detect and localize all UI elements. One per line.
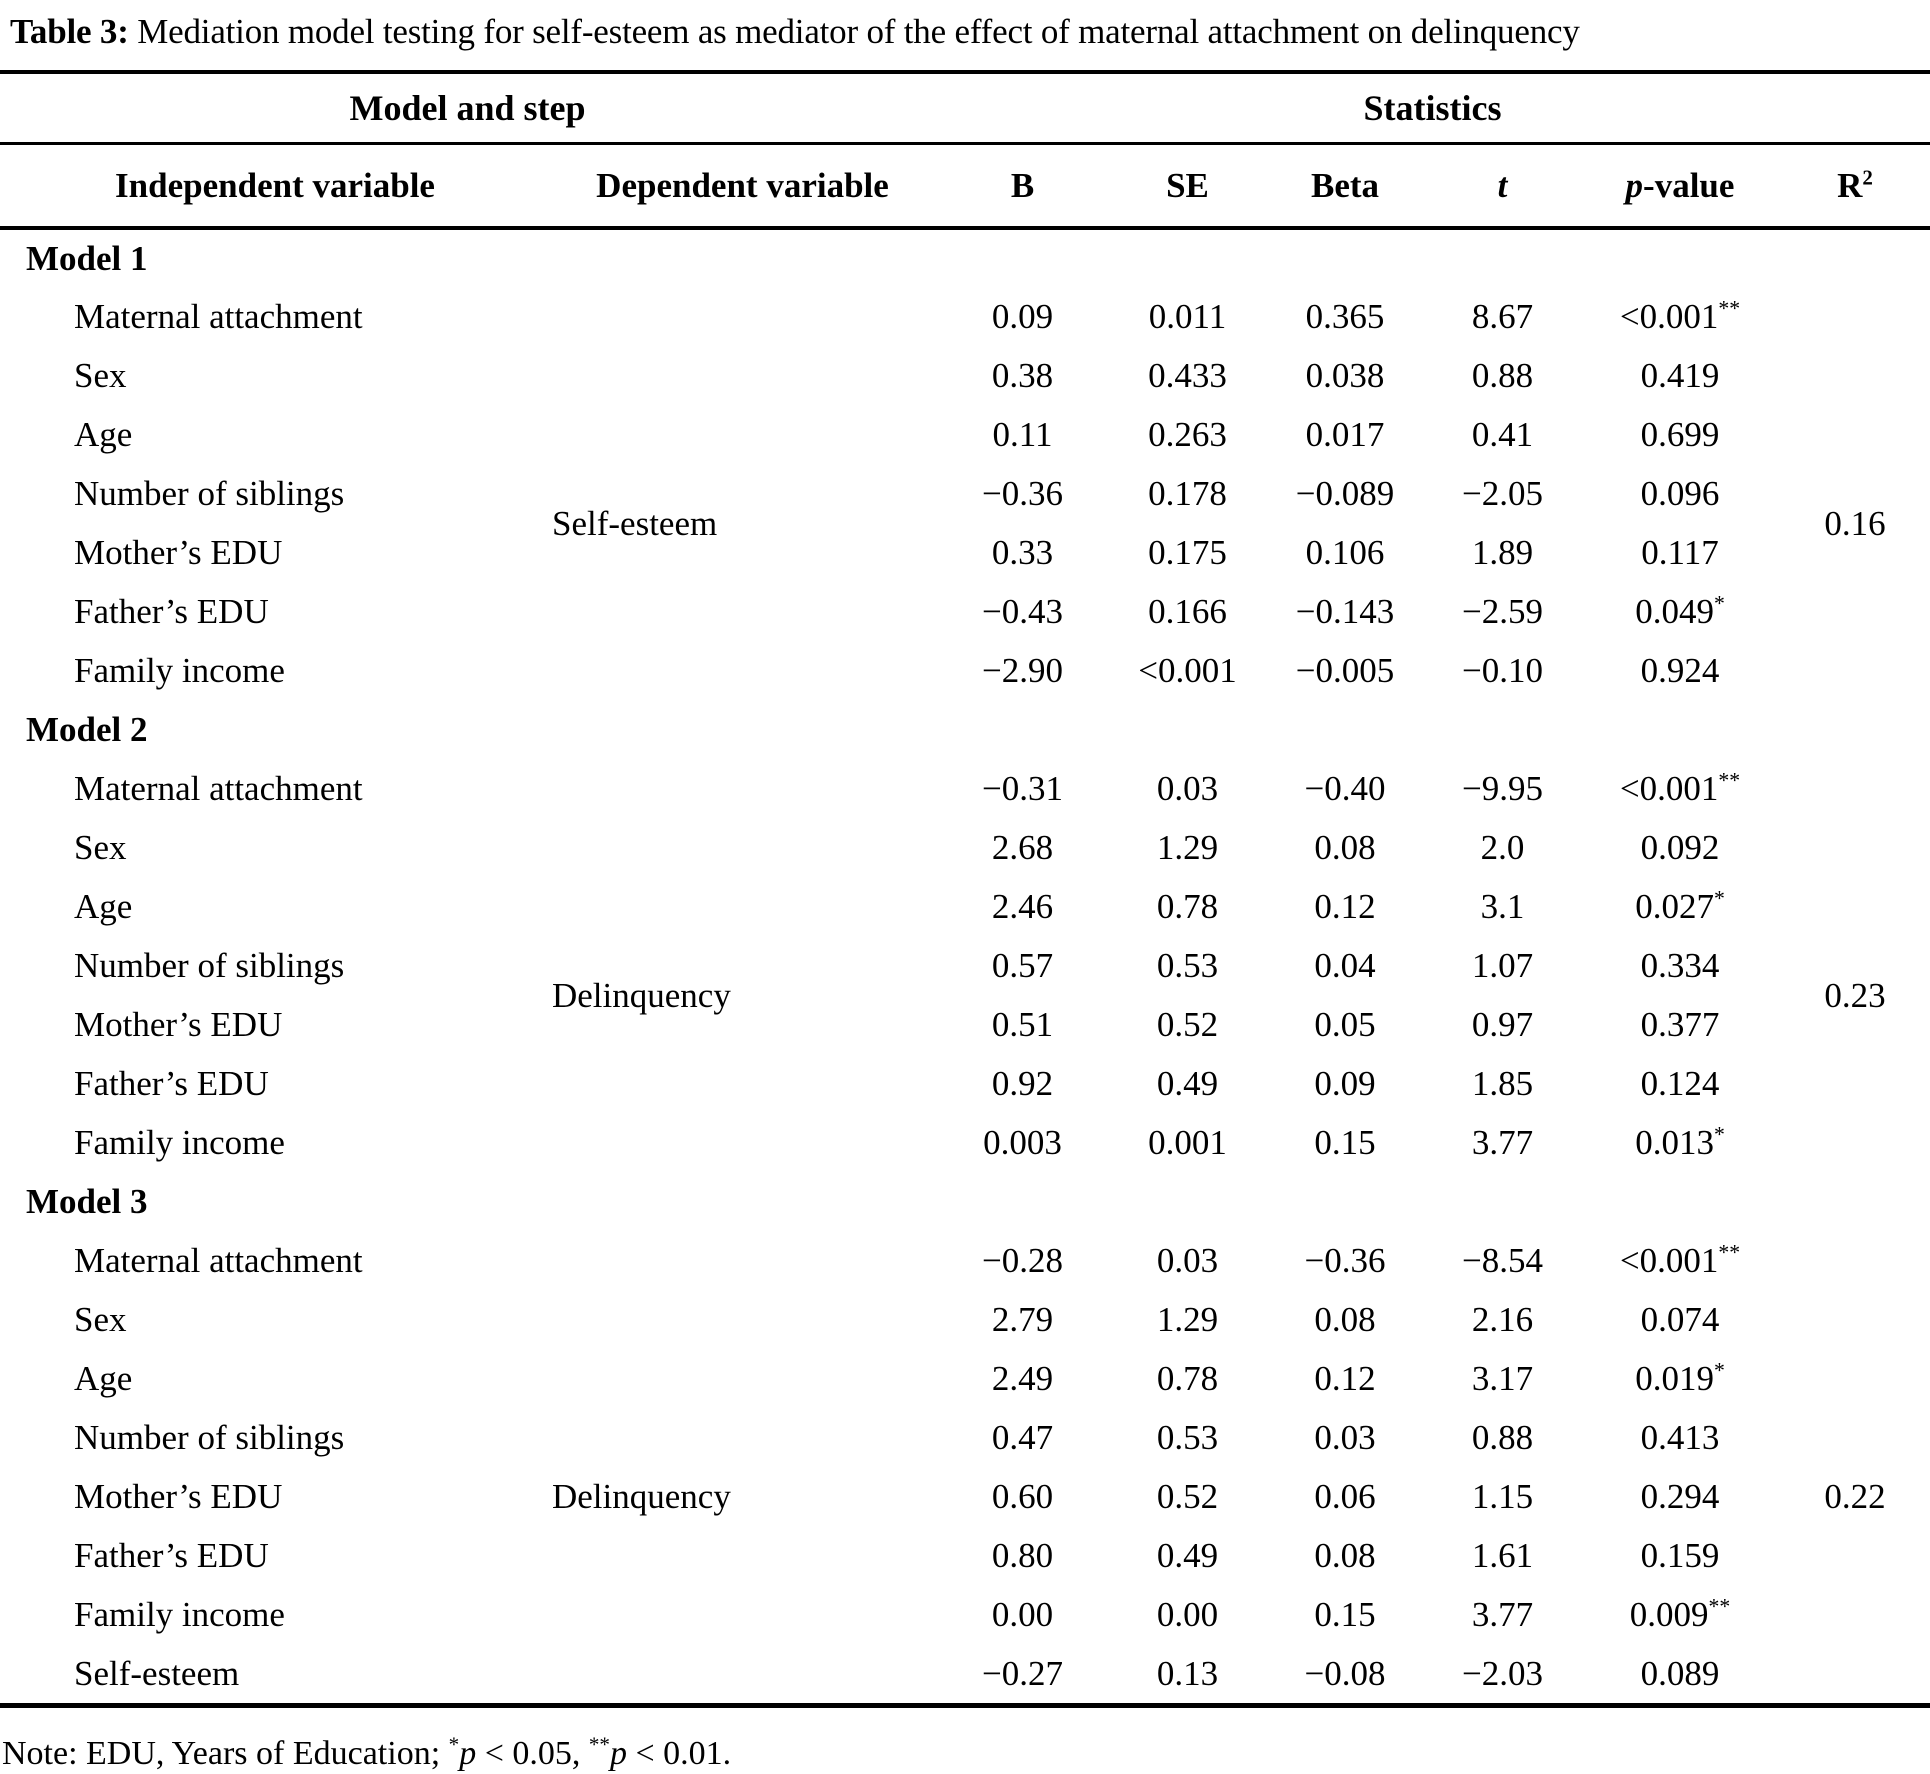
se-cell: 0.78 xyxy=(1156,886,1219,926)
se-cell: 0.178 xyxy=(1148,473,1227,513)
t-cell: 2.0 xyxy=(1480,827,1525,867)
beta-cell: 0.106 xyxy=(1305,532,1385,572)
table-row xyxy=(0,1467,1930,1526)
p-value-cell: 0.074 xyxy=(1640,1299,1720,1339)
independent-variable-cell: Mother’s EDU xyxy=(74,532,283,572)
col-header-beta: Beta xyxy=(1265,144,1425,228)
t-cell: −2.03 xyxy=(1462,1653,1543,1693)
p-value-cell: 0.049* xyxy=(1635,591,1725,631)
t-cell: 2.16 xyxy=(1471,1299,1534,1339)
beta-cell: 0.12 xyxy=(1314,886,1376,926)
col-header-b: B xyxy=(935,144,1110,228)
se-cell: 1.29 xyxy=(1156,827,1219,867)
p-value-cell: <0.001** xyxy=(1619,768,1741,808)
r-squared-cell: 0.23 xyxy=(1824,975,1886,1015)
p-value-cell: 0.117 xyxy=(1641,532,1719,572)
beta-cell: 0.09 xyxy=(1314,1063,1376,1103)
column-header-row xyxy=(0,144,1930,228)
p-value-cell: 0.089 xyxy=(1640,1653,1720,1693)
table-note xyxy=(0,1708,1930,1774)
se-cell: 0.433 xyxy=(1148,355,1227,395)
beta-cell: −0.08 xyxy=(1304,1653,1386,1693)
beta-cell: 0.15 xyxy=(1314,1122,1376,1162)
t-cell: 1.15 xyxy=(1471,1476,1534,1516)
r-squared-cell: 0.22 xyxy=(1824,1477,1886,1517)
b-cell: 0.33 xyxy=(991,532,1054,572)
independent-variable-cell: Number of siblings xyxy=(74,945,345,985)
b-cell: −0.36 xyxy=(982,473,1063,513)
independent-variable-cell: Mother’s EDU xyxy=(74,1004,283,1044)
beta-cell: 0.08 xyxy=(1314,1535,1376,1575)
b-cell: 0.51 xyxy=(991,1004,1054,1044)
beta-cell: 0.017 xyxy=(1305,414,1385,454)
b-cell: 2.68 xyxy=(991,827,1054,867)
se-cell: 0.49 xyxy=(1156,1063,1219,1103)
beta-cell: 0.12 xyxy=(1314,1358,1376,1398)
b-cell: 0.60 xyxy=(991,1476,1054,1516)
se-cell: 1.29 xyxy=(1156,1299,1219,1339)
table-title-label: Table 3: xyxy=(10,12,129,51)
independent-variable-cell: Sex xyxy=(74,827,127,867)
p-value-cell: 0.699 xyxy=(1640,414,1720,454)
beta-cell: 0.05 xyxy=(1314,1004,1376,1044)
t-cell: −0.10 xyxy=(1462,650,1543,690)
b-cell: −0.28 xyxy=(982,1240,1063,1280)
significance-stars: * xyxy=(1713,886,1725,911)
beta-cell: 0.08 xyxy=(1314,1299,1376,1339)
table-row xyxy=(0,1408,1930,1467)
b-cell: −0.27 xyxy=(982,1653,1063,1693)
independent-variable-cell: Mother’s EDU xyxy=(74,1476,283,1516)
model-label-row xyxy=(0,1172,1930,1231)
beta-cell: 0.365 xyxy=(1305,296,1385,336)
note-text: < 0.05, xyxy=(476,1734,589,1772)
independent-variable-cell: Sex xyxy=(74,1299,127,1339)
b-cell: 0.57 xyxy=(991,945,1054,985)
beta-cell: −0.36 xyxy=(1304,1240,1386,1280)
table-row xyxy=(0,818,1930,877)
table-row xyxy=(0,1231,1930,1290)
independent-variable-cell: Family income xyxy=(74,1122,285,1162)
table-row xyxy=(0,1290,1930,1349)
model-label-row xyxy=(0,228,1930,287)
p-value-cell: 0.377 xyxy=(1640,1004,1720,1044)
independent-variable-cell: Age xyxy=(74,414,133,454)
note-text: Note: EDU, Years of Education; xyxy=(2,1734,449,1772)
se-cell: 0.00 xyxy=(1156,1594,1219,1634)
t-cell: −8.54 xyxy=(1462,1240,1543,1280)
table-row xyxy=(0,1644,1930,1703)
se-cell: 0.001 xyxy=(1148,1122,1227,1162)
model-label-row xyxy=(0,700,1930,759)
p-value-cell: 0.124 xyxy=(1640,1063,1720,1103)
beta-cell: 0.03 xyxy=(1314,1417,1376,1457)
t-cell: 1.61 xyxy=(1471,1535,1534,1575)
table-row xyxy=(0,346,1930,405)
beta-cell: 0.08 xyxy=(1314,827,1376,867)
col-header-independent-variable: Independent variable xyxy=(0,144,550,228)
independent-variable-cell: Father’s EDU xyxy=(74,591,269,631)
t-cell: 3.17 xyxy=(1471,1358,1534,1398)
note-text: < 0.01. xyxy=(626,1734,732,1772)
beta-cell: 0.038 xyxy=(1305,355,1385,395)
table-row xyxy=(0,405,1930,464)
independent-variable-cell: Maternal attachment xyxy=(74,768,363,808)
b-cell: 0.80 xyxy=(991,1535,1054,1575)
note-p-symbol: p xyxy=(609,1734,627,1772)
table-row xyxy=(0,523,1930,582)
beta-cell: −0.143 xyxy=(1295,591,1395,631)
dependent-variable-cell: Delinquency xyxy=(552,975,731,1015)
b-cell: 0.09 xyxy=(991,296,1054,336)
t-cell: 0.88 xyxy=(1471,1417,1534,1457)
table-row xyxy=(0,995,1930,1054)
group-header-row xyxy=(0,72,1930,144)
table-title-text: Mediation model testing for self-esteem as mediator of the effect of maternal attachment on delinquency xyxy=(137,12,1580,51)
col-header-p-value: p-value xyxy=(1580,144,1780,228)
t-cell: 0.88 xyxy=(1471,355,1534,395)
b-cell: 0.38 xyxy=(991,355,1054,395)
significance-stars: ** xyxy=(588,1732,610,1757)
p-value-cell: 0.334 xyxy=(1640,945,1720,985)
se-cell: 0.53 xyxy=(1156,1417,1219,1457)
b-cell: 0.92 xyxy=(991,1063,1054,1103)
p-value-cell: <0.001** xyxy=(1619,296,1741,336)
b-cell: 0.11 xyxy=(992,414,1053,454)
se-cell: 0.03 xyxy=(1156,768,1219,808)
independent-variable-cell: Number of siblings xyxy=(74,473,345,513)
beta-cell: −0.089 xyxy=(1295,473,1395,513)
se-cell: <0.001 xyxy=(1138,650,1237,690)
b-cell: 2.49 xyxy=(991,1358,1054,1398)
t-cell: 1.07 xyxy=(1471,945,1534,985)
significance-stars: ** xyxy=(1718,296,1741,321)
b-cell: −2.90 xyxy=(982,650,1063,690)
independent-variable-cell: Self-esteem xyxy=(74,1653,240,1693)
p-value-cell: 0.019* xyxy=(1635,1358,1725,1398)
independent-variable-cell: Father’s EDU xyxy=(74,1063,269,1103)
col-header-se: SE xyxy=(1110,144,1265,228)
b-cell: −0.43 xyxy=(982,591,1063,631)
se-cell: 0.49 xyxy=(1156,1535,1219,1575)
independent-variable-cell: Age xyxy=(74,886,133,926)
t-cell: −2.59 xyxy=(1462,591,1543,631)
se-cell: 0.52 xyxy=(1156,1004,1219,1044)
independent-variable-cell: Maternal attachment xyxy=(74,1240,363,1280)
significance-stars: ** xyxy=(1718,1240,1741,1265)
t-cell: 3.77 xyxy=(1471,1594,1534,1634)
p-value-cell: 0.009** xyxy=(1629,1594,1731,1634)
se-cell: 0.03 xyxy=(1156,1240,1219,1280)
t-cell: −2.05 xyxy=(1462,473,1543,513)
model-label: Model 2 xyxy=(26,709,148,749)
t-cell: 1.89 xyxy=(1471,532,1534,572)
col-header-r-squared: $R^2$ xyxy=(1780,144,1930,228)
p-value-cell: 0.027* xyxy=(1635,886,1725,926)
col-header-t: t xyxy=(1425,144,1580,228)
table-row xyxy=(0,582,1930,641)
model-label: Model 1 xyxy=(26,238,148,278)
model-label: Model 3 xyxy=(26,1181,148,1221)
table-row xyxy=(0,759,1930,818)
p-value-cell: 0.092 xyxy=(1640,827,1720,867)
table-row xyxy=(0,936,1930,995)
beta-cell: 0.04 xyxy=(1314,945,1376,985)
se-cell: 0.53 xyxy=(1156,945,1219,985)
beta-cell: −0.40 xyxy=(1304,768,1386,808)
b-cell: 2.79 xyxy=(991,1299,1054,1339)
p-value-cell: 0.096 xyxy=(1640,473,1720,513)
dependent-variable-cell: Delinquency xyxy=(552,1477,731,1517)
group-header-model-and-step: Model and step xyxy=(0,72,935,144)
significance-stars: ** xyxy=(1708,1594,1731,1619)
table-row xyxy=(0,1113,1930,1172)
t-cell: 0.41 xyxy=(1471,414,1534,454)
p-value-cell: 0.159 xyxy=(1640,1535,1720,1575)
note-p-symbol: p xyxy=(459,1734,477,1772)
r-squared-cell: 0.16 xyxy=(1824,503,1886,543)
se-cell: 0.011 xyxy=(1148,296,1227,336)
independent-variable-cell: Age xyxy=(74,1358,133,1398)
se-cell: 0.166 xyxy=(1148,591,1227,631)
b-cell: 0.00 xyxy=(991,1594,1054,1634)
significance-stars: * xyxy=(1713,591,1725,616)
p-value-cell: 0.294 xyxy=(1640,1476,1720,1516)
t-cell: 3.77 xyxy=(1471,1122,1534,1162)
independent-variable-cell: Maternal attachment xyxy=(74,296,363,336)
independent-variable-cell: Family income xyxy=(74,1594,285,1634)
beta-cell: −0.005 xyxy=(1295,650,1395,690)
significance-stars: * xyxy=(1713,1358,1725,1383)
table-title xyxy=(0,0,1930,70)
t-cell: 1.85 xyxy=(1471,1063,1534,1103)
p-value-cell: 0.419 xyxy=(1640,355,1720,395)
table-row xyxy=(0,1585,1930,1644)
independent-variable-cell: Sex xyxy=(74,355,127,395)
significance-stars: * xyxy=(448,1732,460,1757)
independent-variable-cell: Father’s EDU xyxy=(74,1535,269,1575)
se-cell: 0.13 xyxy=(1156,1653,1219,1693)
b-cell: 2.46 xyxy=(991,886,1054,926)
mediation-table xyxy=(0,70,1930,1703)
beta-cell: 0.15 xyxy=(1314,1594,1376,1634)
significance-stars: ** xyxy=(1718,768,1741,793)
se-cell: 0.263 xyxy=(1148,414,1227,454)
t-cell: 0.97 xyxy=(1471,1004,1534,1044)
p-value-cell: 0.013* xyxy=(1635,1122,1725,1162)
table-row xyxy=(0,1054,1930,1113)
t-cell: 8.67 xyxy=(1471,296,1534,336)
col-header-dependent-variable: Dependent variable xyxy=(550,144,935,228)
b-cell: 0.003 xyxy=(983,1122,1062,1162)
b-cell: 0.47 xyxy=(991,1417,1054,1457)
b-cell: −0.31 xyxy=(982,768,1063,808)
beta-cell: 0.06 xyxy=(1314,1476,1376,1516)
t-cell: 3.1 xyxy=(1480,886,1525,926)
table-row xyxy=(0,877,1930,936)
p-value-cell: 0.413 xyxy=(1640,1417,1720,1457)
table-row xyxy=(0,287,1930,346)
p-value-cell: <0.001** xyxy=(1619,1240,1741,1280)
p-value-cell: 0.924 xyxy=(1640,650,1720,690)
significance-stars: * xyxy=(1713,1122,1725,1147)
group-header-statistics: Statistics xyxy=(935,72,1930,144)
table-row xyxy=(0,1349,1930,1408)
table-row xyxy=(0,1526,1930,1585)
table-row xyxy=(0,464,1930,523)
table-row xyxy=(0,641,1930,700)
independent-variable-cell: Family income xyxy=(74,650,285,690)
dependent-variable-cell: Self-esteem xyxy=(552,503,718,543)
se-cell: 0.175 xyxy=(1148,532,1227,572)
se-cell: 0.52 xyxy=(1156,1476,1219,1516)
se-cell: 0.78 xyxy=(1156,1358,1219,1398)
independent-variable-cell: Number of siblings xyxy=(74,1417,345,1457)
t-cell: −9.95 xyxy=(1462,768,1543,808)
